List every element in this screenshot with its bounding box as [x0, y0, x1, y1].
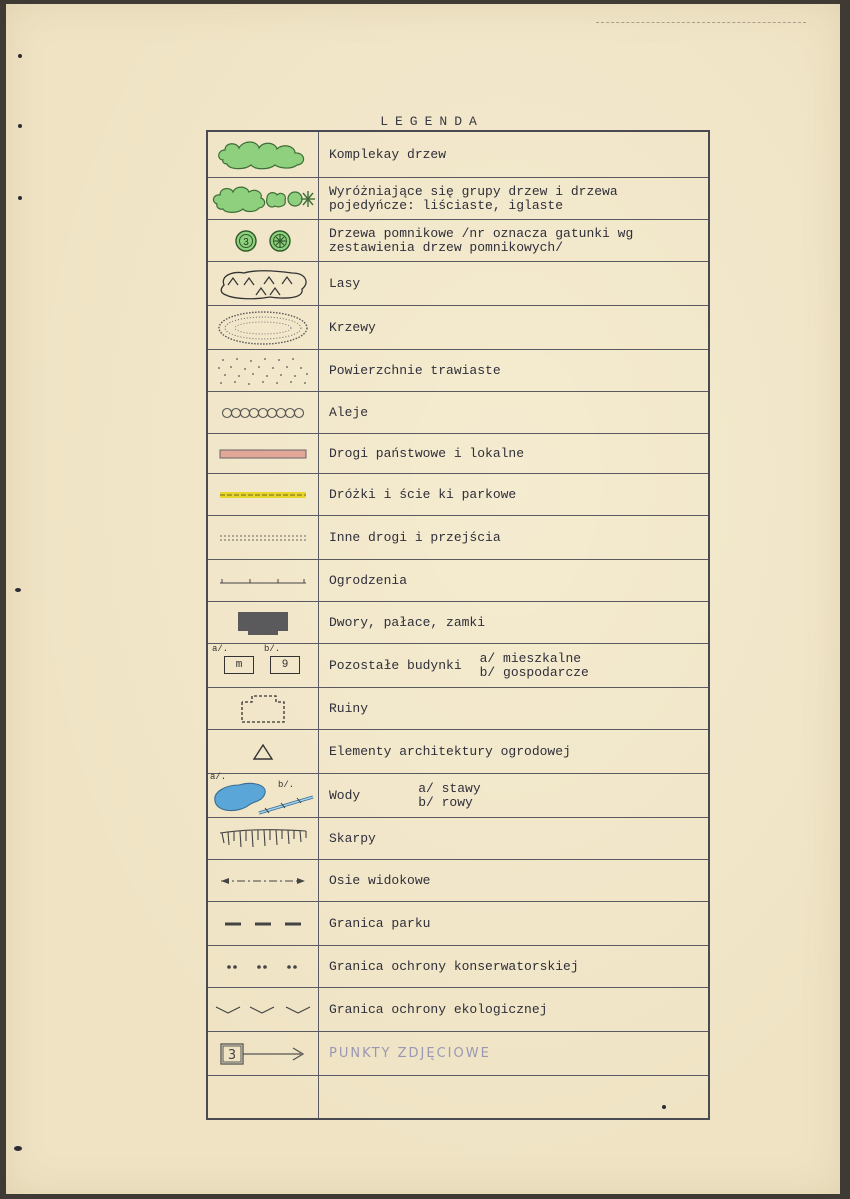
- state-road-icon: [208, 434, 319, 473]
- legend-label: Inne drogi i przejścia: [329, 529, 501, 545]
- legend-label: Komplekay drzew: [329, 146, 447, 162]
- grass-icon: [208, 350, 319, 391]
- legend-row-empty: [208, 1076, 708, 1118]
- legend-label: PUNKTY ZDJĘCIOWE: [329, 1045, 491, 1061]
- legend-row: [208, 306, 708, 350]
- legend-row: [208, 774, 708, 818]
- legend-label: Skarpy: [329, 830, 376, 846]
- legend-label: Powierzchnie trawiaste: [329, 362, 501, 378]
- legend-label: Granica parku: [329, 915, 431, 931]
- legend-sub-b: b/ rowy: [418, 794, 473, 810]
- legend-label: Wody: [329, 787, 361, 803]
- legend-row: [208, 1032, 708, 1076]
- conservation-boundary-icon: [208, 946, 319, 987]
- park-path-icon: [208, 474, 319, 515]
- tree-number: 3: [243, 236, 249, 248]
- legend-label: Pozostałe budynki: [329, 657, 462, 673]
- empty-symbol-cell: [208, 1076, 319, 1118]
- legend-row: [208, 434, 708, 474]
- legend-label: Dwory, pałace, zamki: [329, 614, 486, 630]
- alley-icon: [208, 392, 319, 433]
- legend-row: [208, 818, 708, 860]
- legend-row: [208, 262, 708, 306]
- punch-dot: [15, 588, 21, 592]
- legend-label: Drzewa pomnikowe /nr oznacza gatunki wg: [329, 225, 634, 241]
- legend-row: [208, 178, 708, 220]
- top-rule: [596, 22, 806, 23]
- water-icon: [208, 774, 319, 817]
- legend-row: [208, 730, 708, 774]
- legend-label: Ruiny: [329, 700, 369, 716]
- tree-complex-icon: [208, 132, 319, 177]
- legend-row: [208, 350, 708, 392]
- legend-sub-a: a/ stawy: [418, 780, 481, 796]
- view-axis-icon: [208, 860, 319, 901]
- photo-point-icon: [208, 1032, 319, 1075]
- scarp-icon: [208, 818, 319, 859]
- punch-dot: [18, 54, 22, 58]
- legend-label: Elementy architektury ogrodowej: [329, 743, 571, 759]
- legend-label: Aleje: [329, 404, 369, 420]
- legend-row: [208, 902, 708, 946]
- punch-dot: [14, 1146, 22, 1151]
- legend-label: Lasy: [329, 275, 361, 291]
- legend-row: [208, 860, 708, 902]
- ecology-boundary-icon: [208, 988, 319, 1031]
- legend-row: [208, 132, 708, 178]
- tag-b: b/.: [264, 644, 281, 654]
- legend-row: [208, 688, 708, 730]
- punch-dot: [18, 196, 22, 200]
- tree-groups-icon: [208, 178, 319, 219]
- legend-row: [208, 474, 708, 516]
- tag-a: a/.: [210, 772, 227, 782]
- building-box-b: 9: [270, 656, 300, 674]
- legend-row: [208, 392, 708, 434]
- legend-label-line2: zestawienia drzew pomnikowych/: [329, 239, 564, 255]
- tag-a: a/.: [212, 644, 229, 654]
- legend-sub-a: a/ mieszkalne: [479, 650, 582, 666]
- legend-label: Drogi państwowe i lokalne: [329, 445, 525, 461]
- building-box-a: m: [224, 656, 254, 674]
- monument-tree-icon: [208, 220, 319, 261]
- legend-label: Granica ochrony konserwatorskiej: [329, 958, 579, 974]
- legend-title: LEGENDA: [380, 114, 484, 129]
- legend-row: [208, 516, 708, 560]
- manor-icon: [208, 602, 319, 643]
- legend-row: [208, 988, 708, 1032]
- legend-label: Granica ochrony ekologicznej: [329, 1001, 548, 1017]
- ruins-icon: [208, 688, 319, 729]
- legend-table: [206, 130, 710, 1120]
- legend-row: [208, 602, 708, 644]
- forest-icon: [208, 262, 319, 305]
- legend-label: Krzewy: [329, 319, 376, 335]
- triangle-icon: [208, 730, 319, 773]
- legend-row: [208, 560, 708, 602]
- legend-label: Wyróżniające się grupy drzew i drzewa: [329, 183, 618, 199]
- park-boundary-icon: [208, 902, 319, 945]
- legend-row: [208, 220, 708, 262]
- fence-icon: [208, 560, 319, 601]
- tag-b: b/.: [278, 780, 295, 790]
- photo-number: 3: [227, 1047, 237, 1063]
- shrubs-icon: [208, 306, 319, 349]
- buildings-icon: [208, 644, 319, 687]
- other-road-icon: [208, 516, 319, 559]
- legend-row: [208, 644, 708, 688]
- legend-sub-b: b/ gospodarcze: [479, 664, 589, 680]
- legend-label: Dróżki i ście ki parkowe: [329, 486, 517, 502]
- legend-label-line2: pojedyńcze: liściaste, iglaste: [329, 197, 564, 213]
- legend-label: Ogrodzenia: [329, 572, 408, 588]
- legend-label: Osie widokowe: [329, 872, 431, 888]
- legend-row: [208, 946, 708, 988]
